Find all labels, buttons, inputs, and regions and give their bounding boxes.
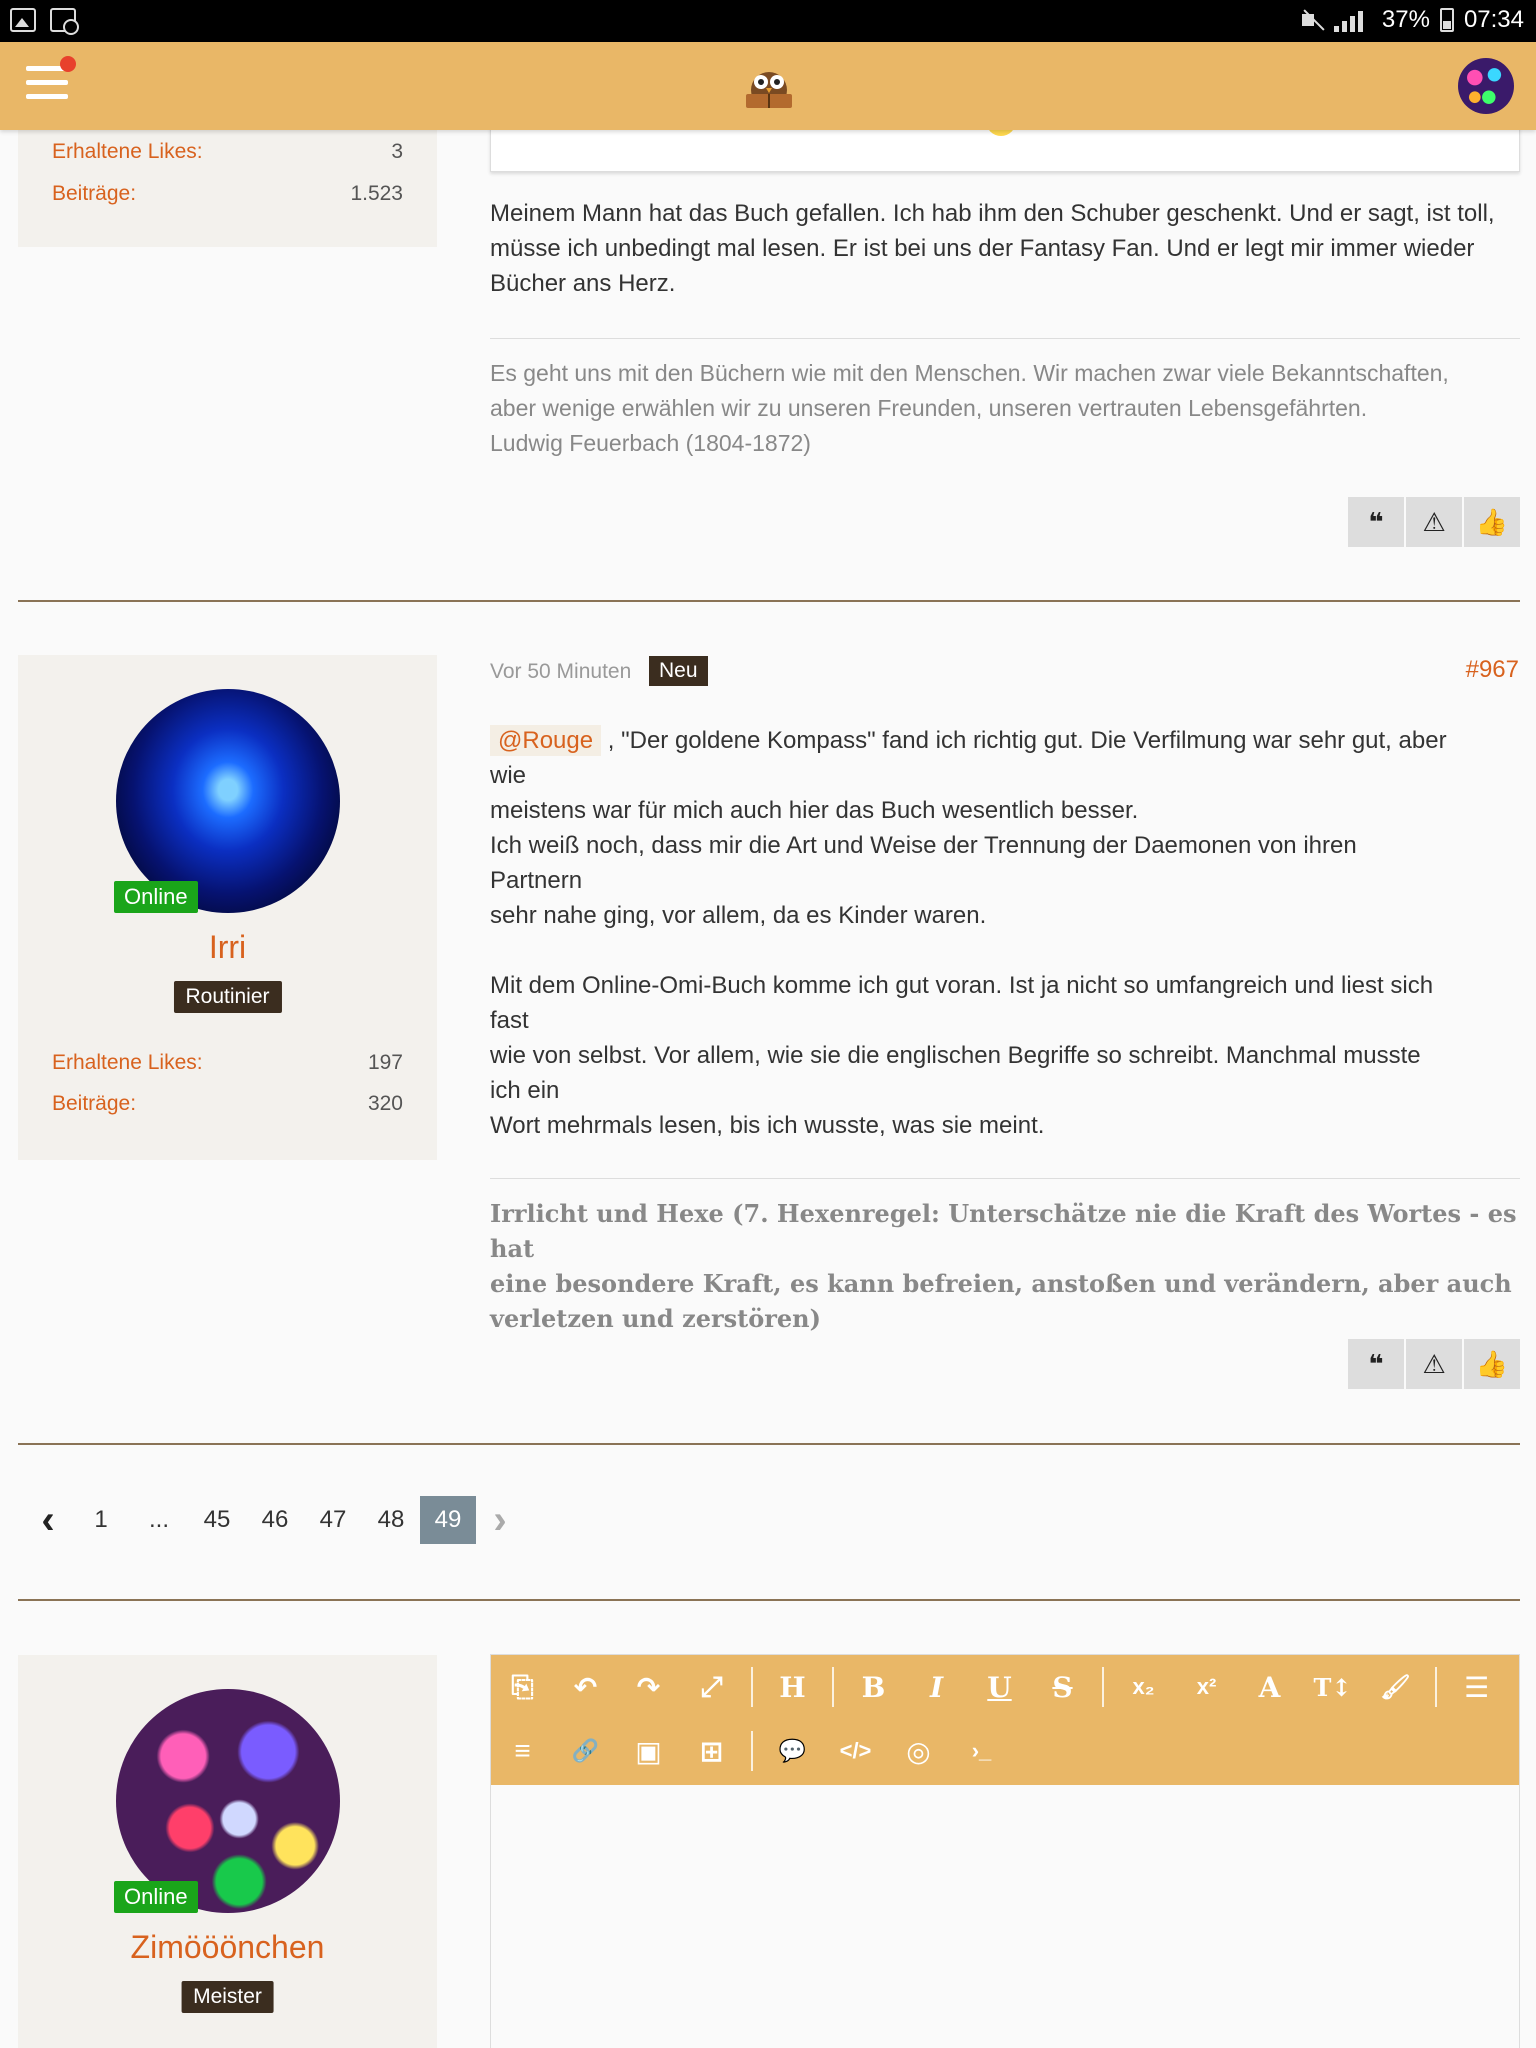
clock: 07:34 [1463,6,1524,33]
online-badge: Online [114,881,198,913]
bold-icon[interactable]: B [861,1670,886,1704]
page-48[interactable]: 48 [377,1506,405,1533]
gallery-notification-icon [10,8,36,32]
undo-icon[interactable]: ↶ [573,1671,598,1703]
next-page-icon[interactable]: › [493,1497,507,1542]
avatar[interactable] [116,1689,340,1913]
font-color-icon[interactable]: A [1258,1670,1281,1704]
status-bar [0,0,1536,42]
source-code-icon[interactable]: ⎘ [511,1670,534,1702]
page-49-current[interactable]: 49 [420,1496,476,1544]
font-size-icon[interactable]: T↕ [1313,1672,1352,1702]
post2-text [490,723,1520,1143]
author-name[interactable]: Irri [208,929,247,965]
author-name[interactable]: Zimööönchen [130,1929,325,1965]
quote-button[interactable]: ❝ [1348,497,1404,547]
table-icon[interactable]: ⊞ [699,1735,724,1767]
author-panel-irri [18,655,437,1160]
avatar[interactable] [116,689,340,913]
stat-likes: Erhaltene Likes: 3 [52,140,403,163]
strikethrough-icon[interactable]: S [1052,1670,1073,1704]
prev-page-icon[interactable]: ‹ [41,1497,55,1542]
wifi-signal-icon [1334,8,1372,32]
link-icon[interactable]: 🔗 [571,1738,600,1763]
rank-badge: Meister [181,1981,274,2013]
page-45[interactable]: 45 [203,1506,231,1533]
stat-posts: Beiträge: 320 [52,1092,403,1115]
report-button[interactable]: ⚠ [1406,1339,1462,1389]
post-line: ich ein [490,1077,560,1104]
toolbar-row-1 [491,1655,1508,1719]
post-line: Partnern [490,867,583,894]
image-icon[interactable]: ▣ [635,1735,662,1767]
post-line: wie von selbst. Vor allem, wie sie die englischen Begriffe so schreibt. Manchmal musste [490,1042,1421,1069]
author-panel-post1 [18,130,437,247]
post-line [490,933,1520,968]
author-panel-reply [18,1655,437,2048]
mute-icon [1300,8,1324,32]
online-badge: Online [114,1881,198,1913]
owl-logo-icon[interactable] [740,62,798,112]
post-line: Ich weiß noch, dass mir die Art und Weise der Trennung der Daemonen von ihren [490,832,1357,859]
list-icon[interactable]: ☰ [1463,1671,1490,1703]
underline-icon[interactable]: U [987,1670,1012,1704]
toolbar-separator [751,1667,753,1707]
post2-actions [1348,1339,1520,1389]
post-time[interactable]: Vor 50 Minuten [490,660,632,683]
like-button[interactable]: 👍 [1464,1339,1520,1389]
post-line: Mit dem Online-Omi-Buch komme ich gut voran. Ist ja nicht so umfangreich und liest sich [490,972,1434,999]
toolbar-separator [1435,1667,1437,1707]
quote-button[interactable]: ❝ [1348,1339,1404,1389]
align-icon[interactable]: ≡ [514,1735,531,1766]
superscript-icon[interactable]: x² [1196,1674,1217,1699]
code-icon[interactable]: </> [839,1738,872,1763]
editor-toolbar [491,1655,1519,1785]
page-47[interactable]: 47 [319,1506,347,1533]
signature-divider [490,338,1520,339]
post-line: wie [490,762,527,789]
post1-signature: Es geht uns mit den Büchern wie mit den Menschen. Wir machen zwar viele Bekanntschaften, aber wenige erwählen wir zu unseren Freunden, unseren vertrauten Lebensgefährten. Ludwig Feuerbach (1804-1872) [490,360,1449,456]
menu-icon[interactable] [26,66,68,102]
rank-badge: Routinier [173,981,281,1013]
post-separator [18,1443,1520,1445]
post-line: meistens war für mich auch hier das Buch wesentlich besser. [490,797,1139,824]
app-header [0,42,1536,130]
like-button[interactable]: 👍 [1464,497,1520,547]
pagination [24,1496,524,1544]
spoiler-icon[interactable]: ◎ [906,1735,931,1767]
calendar-notification-icon [50,8,76,32]
post1-text: Meinem Mann hat das Buch gefallen. Ich hab ihm den Schuber geschenkt. Und er sagt, ist toll, müsse ich unbedingt mal lesen. Er ist bei uns der Fantasy Fan. Und er legt mir immer wieder Bücher ans Herz. [490,200,1495,297]
subscript-icon[interactable]: x₂ [1132,1674,1155,1699]
post-number[interactable]: #967 [1465,656,1519,683]
report-button[interactable]: ⚠ [1406,497,1462,547]
reply-editor[interactable] [490,1654,1520,2048]
toolbar-row-2 [491,1719,1013,1783]
mention-link[interactable]: @Rouge [490,725,601,756]
battery-percent: 37% [1381,6,1430,33]
stat-likes: Erhaltene Likes: 197 [52,1051,403,1074]
quote-icon[interactable]: 💬 [778,1738,807,1763]
user-avatar[interactable] [1458,58,1514,114]
inline-code-icon[interactable]: ›_ [971,1738,992,1763]
post-line: sehr nahe ging, vor allem, da es Kinder waren. [490,902,987,929]
notification-dot [60,56,76,72]
redo-icon[interactable]: ↷ [636,1671,661,1703]
post-line: fast [490,1007,529,1034]
brush-icon[interactable]: 🖌 [1380,1673,1411,1701]
heading-icon[interactable]: H [779,1670,806,1704]
post-separator [18,1599,1520,1601]
fullscreen-icon[interactable]: ⤢ [700,1670,723,1702]
post-separator [18,600,1520,602]
toolbar-separator [751,1731,753,1771]
post1-actions [1348,497,1520,547]
stat-posts: Beiträge: 1.523 [52,182,403,205]
battery-icon [1440,8,1454,32]
toolbar-separator [832,1667,834,1707]
page-46[interactable]: 46 [261,1506,289,1533]
page-ellipsis[interactable]: ... [148,1506,169,1533]
page-1[interactable]: 1 [94,1506,108,1533]
italic-icon[interactable]: I [929,1670,944,1704]
signature-divider [490,1178,1520,1179]
new-badge: Neu [649,656,708,686]
post-line: Wort mehrmals lesen, bis ich wusste, was sie meint. [490,1112,1045,1139]
post-line: @Rouge , "Der goldene Kompass" fand ich richtig gut. Die Verfilmung war sehr gut, aber [490,723,1520,758]
post2-signature: Irrlicht und Hexe (7. Hexenregel: Unterschätze nie die Kraft des Wortes - es hat eine besondere Kraft, es kann befreien, anstoßen und verändern, aber auch verletzen und zerstören) [490,1199,1517,1333]
toolbar-separator [1102,1667,1104,1707]
